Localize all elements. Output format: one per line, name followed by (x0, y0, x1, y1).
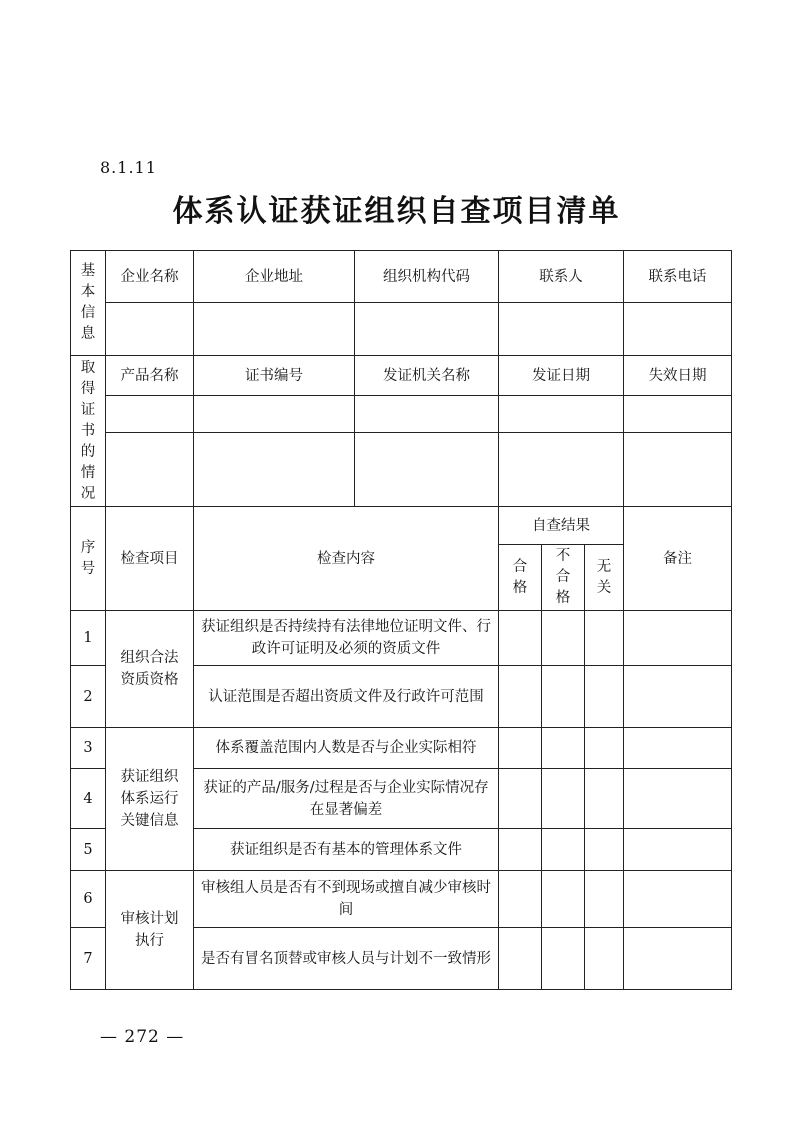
check-item-group: 审核计划执行 (106, 871, 194, 990)
pass-cell[interactable] (499, 829, 542, 871)
certificate-value-row (71, 433, 732, 507)
na-cell[interactable] (585, 728, 624, 769)
certificate-value-row (71, 396, 732, 433)
basic-info-value-row (71, 303, 732, 356)
row-seq: 3 (71, 728, 106, 769)
check-item-group: 组织合法资质资格 (106, 611, 194, 728)
header-issue-date: 发证日期 (499, 356, 624, 396)
na-cell[interactable] (585, 829, 624, 871)
table-row (71, 728, 732, 769)
check-content: 获证组织是否有基本的管理体系文件 (194, 829, 499, 871)
value-product-name[interactable] (106, 433, 194, 507)
na-cell[interactable] (585, 928, 624, 990)
pass-cell[interactable] (499, 871, 542, 928)
na-cell[interactable] (585, 871, 624, 928)
remark-cell[interactable] (624, 611, 732, 666)
na-cell[interactable] (585, 666, 624, 728)
value-certificate-number[interactable] (194, 396, 355, 433)
header-company-name: 企业名称 (106, 251, 194, 303)
page-number: — 272 — (100, 1027, 185, 1047)
header-seq: 序号 (71, 507, 106, 611)
row-seq: 2 (71, 666, 106, 728)
header-self-check-result: 自查结果 (499, 507, 624, 545)
header-pass: 合格 (499, 545, 542, 611)
section-number: 8.1.11 (100, 158, 157, 177)
na-cell[interactable] (585, 611, 624, 666)
value-company-address[interactable] (194, 303, 355, 356)
header-contact-person: 联系人 (499, 251, 624, 303)
remark-cell[interactable] (624, 666, 732, 728)
value-product-name[interactable] (106, 396, 194, 433)
value-expiry-date[interactable] (624, 396, 732, 433)
fail-cell[interactable] (542, 769, 585, 829)
remark-cell[interactable] (624, 871, 732, 928)
value-contact-phone[interactable] (624, 303, 732, 356)
certificate-info-label: 取得证书的情况 (71, 356, 106, 507)
fail-cell[interactable] (542, 611, 585, 666)
pass-cell[interactable] (499, 769, 542, 829)
row-seq: 7 (71, 928, 106, 990)
header-contact-phone: 联系电话 (624, 251, 732, 303)
row-seq: 6 (71, 871, 106, 928)
check-content: 认证范围是否超出资质文件及行政许可范围 (194, 666, 499, 728)
header-check-content: 检查内容 (194, 507, 499, 611)
value-expiry-date[interactable] (624, 433, 732, 507)
value-contact-person[interactable] (499, 303, 624, 356)
pass-cell[interactable] (499, 728, 542, 769)
basic-info-label: 基本信息 (71, 251, 106, 356)
header-expiry-date: 失效日期 (624, 356, 732, 396)
na-cell[interactable] (585, 769, 624, 829)
checklist-header-row (71, 507, 732, 545)
pass-cell[interactable] (499, 928, 542, 990)
remark-cell[interactable] (624, 769, 732, 829)
table-row (71, 611, 732, 666)
fail-cell[interactable] (542, 728, 585, 769)
table-row (71, 871, 732, 928)
remark-cell[interactable] (624, 928, 732, 990)
value-issue-date[interactable] (499, 433, 624, 507)
header-company-address: 企业地址 (194, 251, 355, 303)
header-na: 无关 (585, 545, 624, 611)
header-org-code: 组织机构代码 (355, 251, 499, 303)
document-title: 体系认证获证组织自查项目清单 (172, 194, 621, 229)
header-issuing-authority: 发证机关名称 (355, 356, 499, 396)
value-issuing-authority[interactable] (355, 396, 499, 433)
header-remark: 备注 (624, 507, 732, 611)
fail-cell[interactable] (542, 829, 585, 871)
row-seq: 1 (71, 611, 106, 666)
check-item-group: 获证组织体系运行关键信息 (106, 728, 194, 871)
value-org-code[interactable] (355, 303, 499, 356)
certificate-header-row (71, 356, 732, 396)
header-fail: 不合格 (542, 545, 585, 611)
check-content: 获证的产品/服务/过程是否与企业实际情况存在显著偏差 (194, 769, 499, 829)
pass-cell[interactable] (499, 611, 542, 666)
check-content: 体系覆盖范围内人数是否与企业实际相符 (194, 728, 499, 769)
basic-info-header-row (71, 251, 732, 303)
remark-cell[interactable] (624, 728, 732, 769)
fail-cell[interactable] (542, 871, 585, 928)
pass-cell[interactable] (499, 666, 542, 728)
value-company-name[interactable] (106, 303, 194, 356)
check-content: 审核组人员是否有不到现场或擅自减少审核时间 (194, 871, 499, 928)
row-seq: 4 (71, 769, 106, 829)
value-certificate-number[interactable] (194, 433, 355, 507)
check-content: 获证组织是否持续持有法律地位证明文件、行政许可证明及必须的资质文件 (194, 611, 499, 666)
checklist-table (70, 250, 732, 990)
header-certificate-number: 证书编号 (194, 356, 355, 396)
value-issue-date[interactable] (499, 396, 624, 433)
row-seq: 5 (71, 829, 106, 871)
value-issuing-authority[interactable] (355, 433, 499, 507)
fail-cell[interactable] (542, 666, 585, 728)
header-product-name: 产品名称 (106, 356, 194, 396)
header-check-item: 检查项目 (106, 507, 194, 611)
remark-cell[interactable] (624, 829, 732, 871)
fail-cell[interactable] (542, 928, 585, 990)
check-content: 是否有冒名顶替或审核人员与计划不一致情形 (194, 928, 499, 990)
